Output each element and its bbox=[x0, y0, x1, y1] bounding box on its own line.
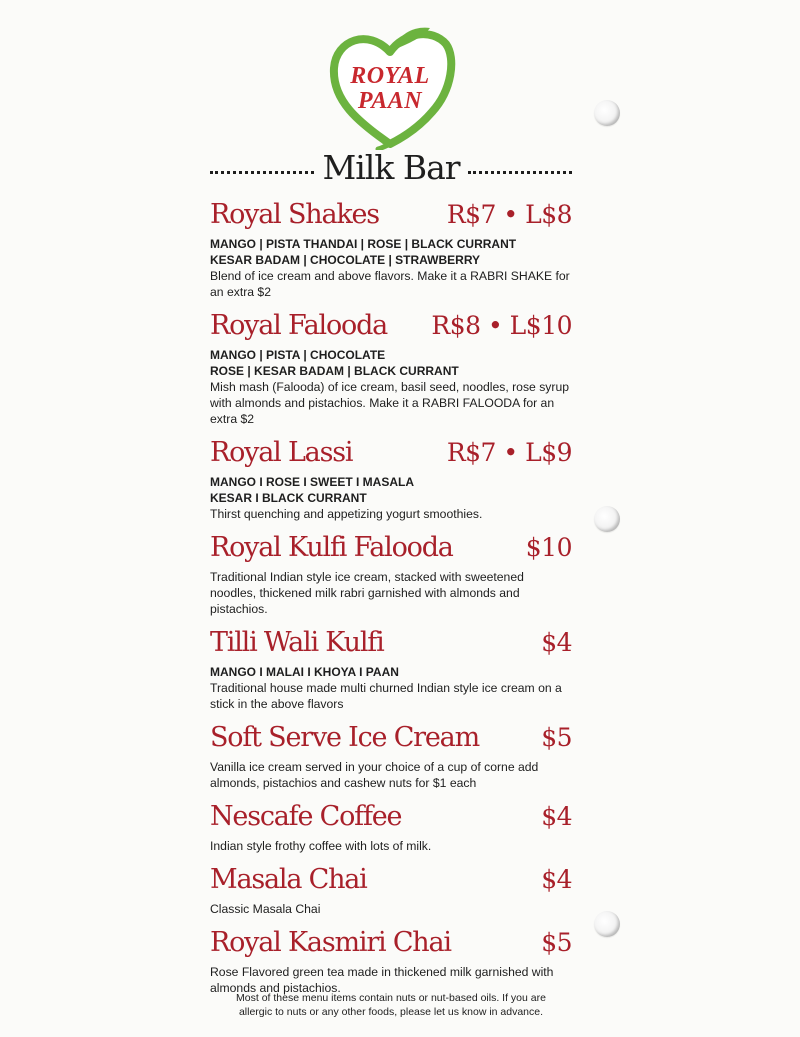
menu-list bbox=[210, 198, 572, 1005]
menu-item-header bbox=[210, 926, 572, 960]
menu-item-name: Royal Falooda bbox=[210, 310, 388, 341]
binder-hole-icon bbox=[594, 506, 620, 532]
menu-item bbox=[210, 436, 572, 522]
menu-item-price: $4 bbox=[541, 865, 572, 894]
menu-item-header bbox=[210, 198, 572, 232]
menu-item-header bbox=[210, 721, 572, 755]
menu-item bbox=[210, 531, 572, 617]
menu-item-name: Royal Lassi bbox=[210, 437, 353, 468]
logo-line-1: ROYAL bbox=[350, 63, 430, 89]
menu-item-price: R$7 • L$8 bbox=[446, 200, 572, 229]
menu-item-price: $4 bbox=[541, 628, 572, 657]
logo-line-2: PAAN bbox=[357, 88, 423, 114]
menu-item-header bbox=[210, 531, 572, 565]
menu-item bbox=[210, 800, 572, 854]
menu-item bbox=[210, 198, 572, 300]
menu-item-description: Vanilla ice cream served in your choice of a cup of corne add almonds, pistachios and cashew nuts for $1 each bbox=[210, 760, 539, 790]
menu-item-description: Rose Flavored green tea made in thickened milk garnished with almonds and pistachios. bbox=[210, 965, 554, 995]
menu-item-price: $4 bbox=[541, 802, 572, 831]
section-title: Milk Bar bbox=[322, 148, 460, 187]
dotted-divider-left bbox=[210, 171, 314, 174]
menu-item-price: $5 bbox=[541, 723, 572, 752]
menu-item-header bbox=[210, 800, 572, 834]
menu-item-name: Royal Shakes bbox=[210, 199, 379, 230]
menu-item-flavors: MANGO I ROSE I SWEET I MASALA bbox=[210, 475, 415, 489]
menu-item-price: $5 bbox=[541, 928, 572, 957]
menu-item bbox=[210, 309, 572, 427]
menu-item-header bbox=[210, 626, 572, 660]
menu-item-description: Classic Masala Chai bbox=[210, 902, 321, 916]
menu-item-description: Blend of ice cream and above flavors. Make it a RABRI SHAKE for an extra $2 bbox=[210, 269, 570, 299]
menu-item bbox=[210, 626, 572, 712]
menu-item-flavors: MANGO | PISTA | CHOCOLATE bbox=[210, 348, 386, 362]
menu-item-flavors: MANGO I MALAI I KHOYA I PAAN bbox=[210, 665, 399, 679]
allergy-notice-line-2: allergic to nuts or any other foods, please let us know in advance. bbox=[238, 1006, 544, 1018]
menu-item-description: Indian style frothy coffee with lots of milk. bbox=[210, 839, 432, 853]
allergy-notice bbox=[210, 991, 572, 1019]
menu-item-header bbox=[210, 309, 572, 343]
menu-item-header bbox=[210, 436, 572, 470]
dotted-divider-right bbox=[468, 171, 572, 174]
royal-paan-logo bbox=[328, 22, 458, 150]
menu-item-description: Traditional Indian style ice cream, stacked with sweetened noodles, thickened milk rabri garnished with almonds and pistachios. bbox=[210, 570, 524, 616]
menu-item-name: Tilli Wali Kulfi bbox=[210, 627, 384, 658]
menu-item-flavors: KESAR I BLACK CURRANT bbox=[210, 491, 367, 505]
menu-item-price: $10 bbox=[525, 533, 572, 562]
menu-item-description: Thirst quenching and appetizing yogurt smoothies. bbox=[210, 507, 483, 521]
menu-item-flavors: ROSE | KESAR BADAM | BLACK CURRANT bbox=[210, 364, 459, 378]
menu-item-price: R$8 • L$10 bbox=[431, 311, 572, 340]
menu-item-description: Traditional house made multi churned Indian style ice cream on a stick in the above flavors bbox=[210, 681, 562, 711]
section-header bbox=[210, 148, 572, 188]
allergy-notice-line-1: Most of these menu items contain nuts or nut-based oils. If you are bbox=[236, 992, 546, 1004]
logo-text bbox=[328, 64, 452, 114]
menu-item-name: Masala Chai bbox=[210, 864, 367, 895]
menu-item-price: R$7 • L$9 bbox=[446, 438, 572, 467]
menu-item bbox=[210, 926, 572, 996]
menu-item-flavors: MANGO | PISTA THANDAI | ROSE | BLACK CURRANT bbox=[210, 237, 517, 251]
menu-item bbox=[210, 863, 572, 917]
menu-item-name: Nescafe Coffee bbox=[210, 801, 402, 832]
menu-item-name: Soft Serve Ice Cream bbox=[210, 722, 479, 753]
menu-item-flavors: KESAR BADAM | CHOCOLATE | STRAWBERRY bbox=[210, 253, 481, 267]
menu-item-header bbox=[210, 863, 572, 897]
menu-item bbox=[210, 721, 572, 791]
menu-item-name: Royal Kulfi Falooda bbox=[210, 532, 453, 563]
menu-item-description: Mish mash (Falooda) of ice cream, basil seed, noodles, rose syrup with almonds and pistachios. Make it a RABRI FALOODA for an extra $2 bbox=[210, 380, 570, 426]
binder-hole-icon bbox=[594, 911, 620, 937]
menu-item-name: Royal Kasmiri Chai bbox=[210, 927, 451, 958]
binder-hole-icon bbox=[594, 100, 620, 126]
